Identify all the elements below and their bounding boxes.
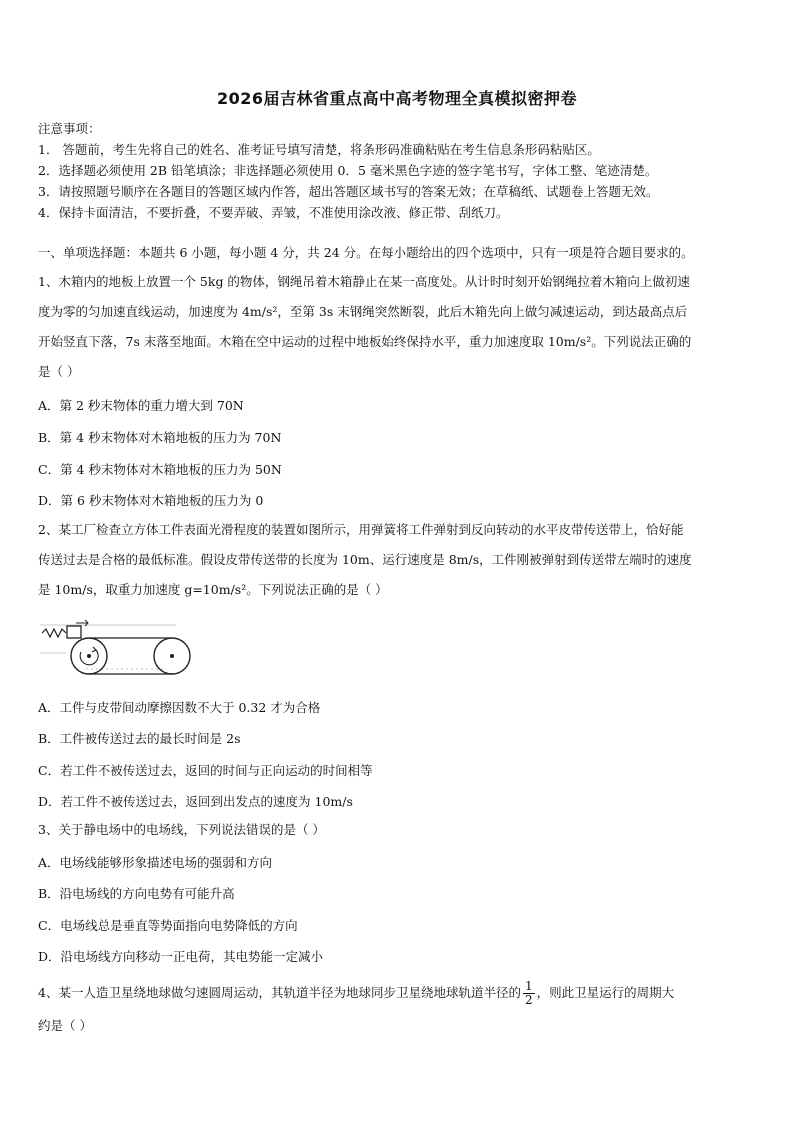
section-heading: 一、单项选择题：本题共 6 小题，每小题 4 分，共 24 分。在每小题给出的四个选项中，只有一项是符合题目要求的。: [38, 245, 694, 260]
option-d: D．沿电场线方向移动一正电荷，其电势能一定减小: [38, 949, 324, 964]
question-stem-before: 4、某一人造卫星绕地球做匀速圆周运动，其轨道半径为地球同步卫星绕地球轨道半径的: [38, 985, 521, 1000]
option-a: A．工件与皮带间动摩擦因数不大于 0.32 才为合格: [38, 700, 321, 715]
question-line: 是（ ）: [38, 364, 80, 379]
fraction-denominator: 2: [524, 992, 533, 1007]
option-b: B．第 4 秒末物体对木箱地板的压力为 70N: [38, 430, 282, 445]
fraction-numerator: 1: [524, 978, 533, 993]
question-line: 3、关于静电场中的电场线，下列说法错误的是（ ）: [38, 822, 325, 837]
option-c: C．电场线总是垂直等势面指向电势降低的方向: [38, 918, 298, 933]
question-line: 传送过去是合格的最低标准。假设皮带传送带的长度为 10m、运行速度是 8m/s，工件刚被弹射到传送带左端时的速度: [38, 552, 692, 567]
exam-title: 2026届吉林省重点高中高考物理全真模拟密押卷: [216, 89, 578, 108]
option-d: D．第 6 秒末物体对木箱地板的压力为 0: [38, 493, 264, 508]
fraction: [523, 980, 535, 1007]
option-d: D．若工件不被传送过去，返回到出发点的速度为 10m/s: [38, 794, 353, 809]
question-line: 2、某工厂检查立方体工件表面光滑程度的装置如图所示，用弹簧将工件弹射到反向转动的水平皮带传送带上，恰好能: [38, 522, 684, 537]
question-line: 1、木箱内的地板上放置一个 5kg 的物体，钢绳吊着木箱静止在某一高度处。从计时时刻开始钢绳拉着木箱向上做初速: [38, 274, 690, 289]
question-stem-after: ，则此卫星运行的周期大: [536, 985, 675, 1000]
conveyor-belt-diagram: [36, 617, 196, 679]
option-a: A．第 2 秒末物体的重力增大到 70N: [38, 398, 244, 413]
notice-item: 3．请按照题号顺序在各题目的答题区域内作答，超出答题区域书写的答案无效；在草稿纸、试题卷上答题无效。: [38, 184, 659, 199]
option-c: C．第 4 秒末物体对木箱地板的压力为 50N: [38, 462, 282, 477]
notice-item: 2．选择题必须使用 2B 铅笔填涂；非选择题必须使用 0．5 毫米黑色字迹的签字笔书写，字体工整、笔迹清楚。: [38, 163, 658, 178]
question-line: [38, 976, 760, 1010]
question-line: 约是（ ）: [38, 1018, 92, 1033]
option-b: B．工件被传送过去的最长时间是 2s: [38, 731, 241, 746]
question-line: 是 10m/s，取重力加速度 g=10m/s²。下列说法正确的是（ ）: [38, 582, 388, 597]
notice-heading: 注意事项：: [38, 121, 101, 136]
option-c: C．若工件不被传送过去，返回的时间与正向运动的时间相等: [38, 763, 373, 778]
option-a: A．电场线能够形象描述电场的强弱和方向: [38, 855, 273, 870]
option-b: B．沿电场线的方向电势有可能升高: [38, 886, 235, 901]
question-line: 开始竖直下落，7s 末落至地面。木箱在空中运动的过程中地板始终保持水平，重力加速度取 10m/s²。下列说法正确的: [38, 334, 692, 349]
question-line: 度为零的匀加速直线运动，加速度为 4m/s²，至第 3s 末钢绳突然断裂，此后木箱先向上做匀减速运动，到达最高点后: [38, 304, 688, 319]
notice-item: 4．保持卡面清洁，不要折叠，不要弄破、弄皱，不准使用涂改液、修正带、刮纸刀。: [38, 205, 509, 220]
notice-item: 1． 答题前，考生先将自己的姓名、准考证号填写清楚，将条形码准确粘贴在考生信息条形码粘贴区。: [38, 142, 600, 157]
